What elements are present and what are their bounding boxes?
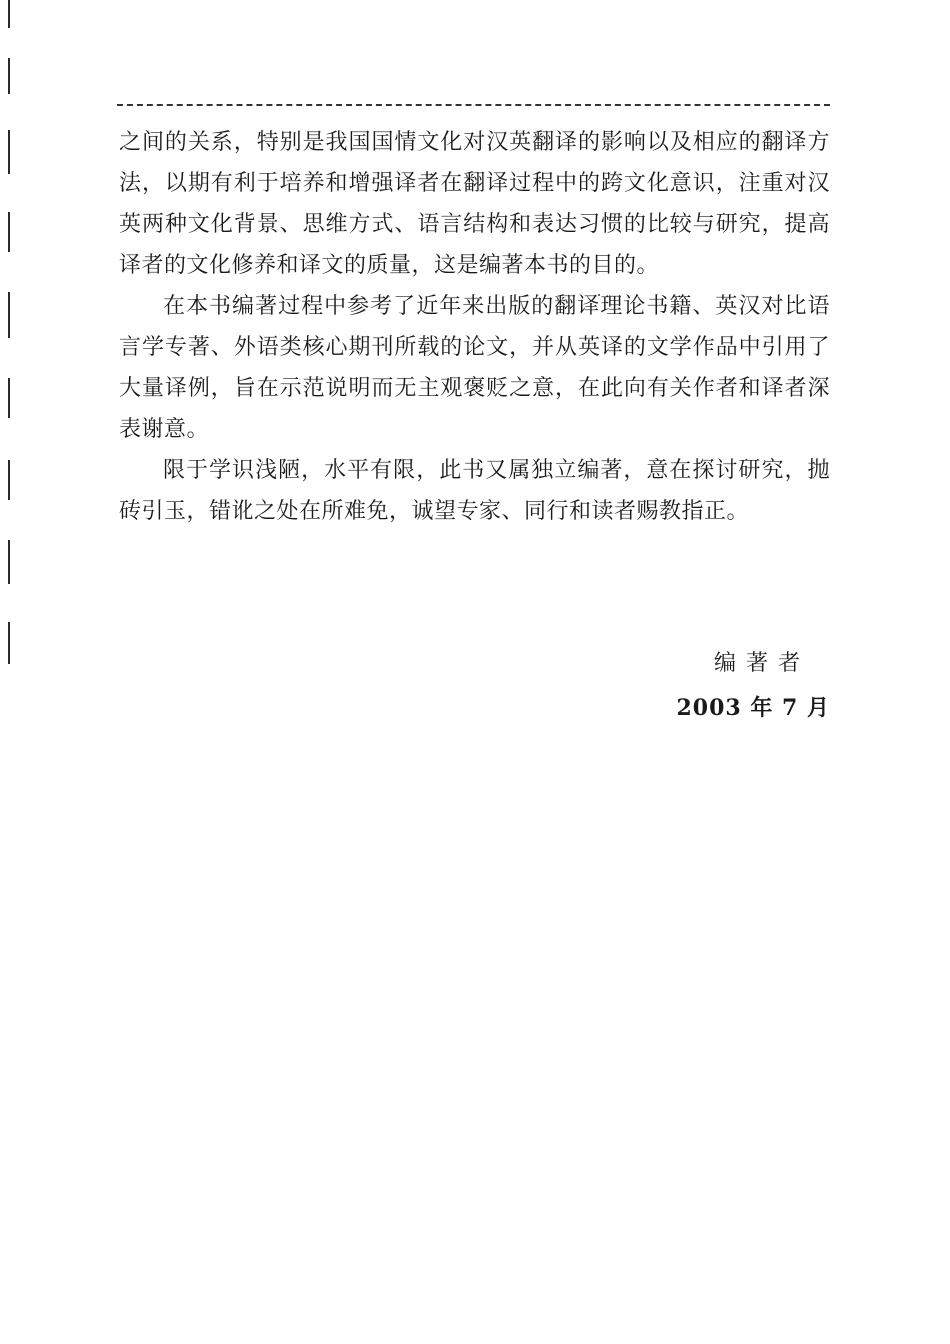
scan-edge-mark xyxy=(8,378,10,418)
scan-edge-mark xyxy=(8,212,10,252)
header-rule xyxy=(117,104,830,106)
preface-paragraph-1: 之间的关系，特别是我国国情文化对汉英翻译的影响以及相应的翻译方法，以期有利于培养和增强译者在翻译过程中的跨文化意识，注重对汉英两种文化背景、思维方式、语言结构和表达习惯的比较与研究，提高译者的文化修养和译文的质量，这是编著本书的目的。 xyxy=(119,130,830,278)
preface-body xyxy=(119,122,830,532)
signature-author: 编著者 xyxy=(713,651,810,676)
signature-block xyxy=(640,642,830,730)
signature-date: 2003 年 7 月 xyxy=(676,695,830,721)
preface-paragraph-3: 限于学识浅陋，水平有限，此书又属独立编著，意在探讨研究，抛砖引玉，错讹之处在所难免，诚望专家、同行和读者赐教指正。 xyxy=(119,458,830,524)
scan-edge-mark xyxy=(8,0,10,28)
scan-edge-mark xyxy=(8,540,10,584)
scan-edge-mark xyxy=(8,622,10,664)
scan-edge-mark xyxy=(8,292,10,338)
preface-paragraph-2: 在本书编著过程中参考了近年来出版的翻译理论书籍、英汉对比语言学专著、外语类核心期刊所载的论文，并从英译的文学作品中引用了大量译例，旨在示范说明而无主观褒贬之意，在此向有关作者和译者深表谢意。 xyxy=(119,294,830,442)
scan-edge-mark xyxy=(8,58,10,94)
scan-edge-mark xyxy=(8,130,10,174)
scan-edge-mark xyxy=(8,460,10,500)
